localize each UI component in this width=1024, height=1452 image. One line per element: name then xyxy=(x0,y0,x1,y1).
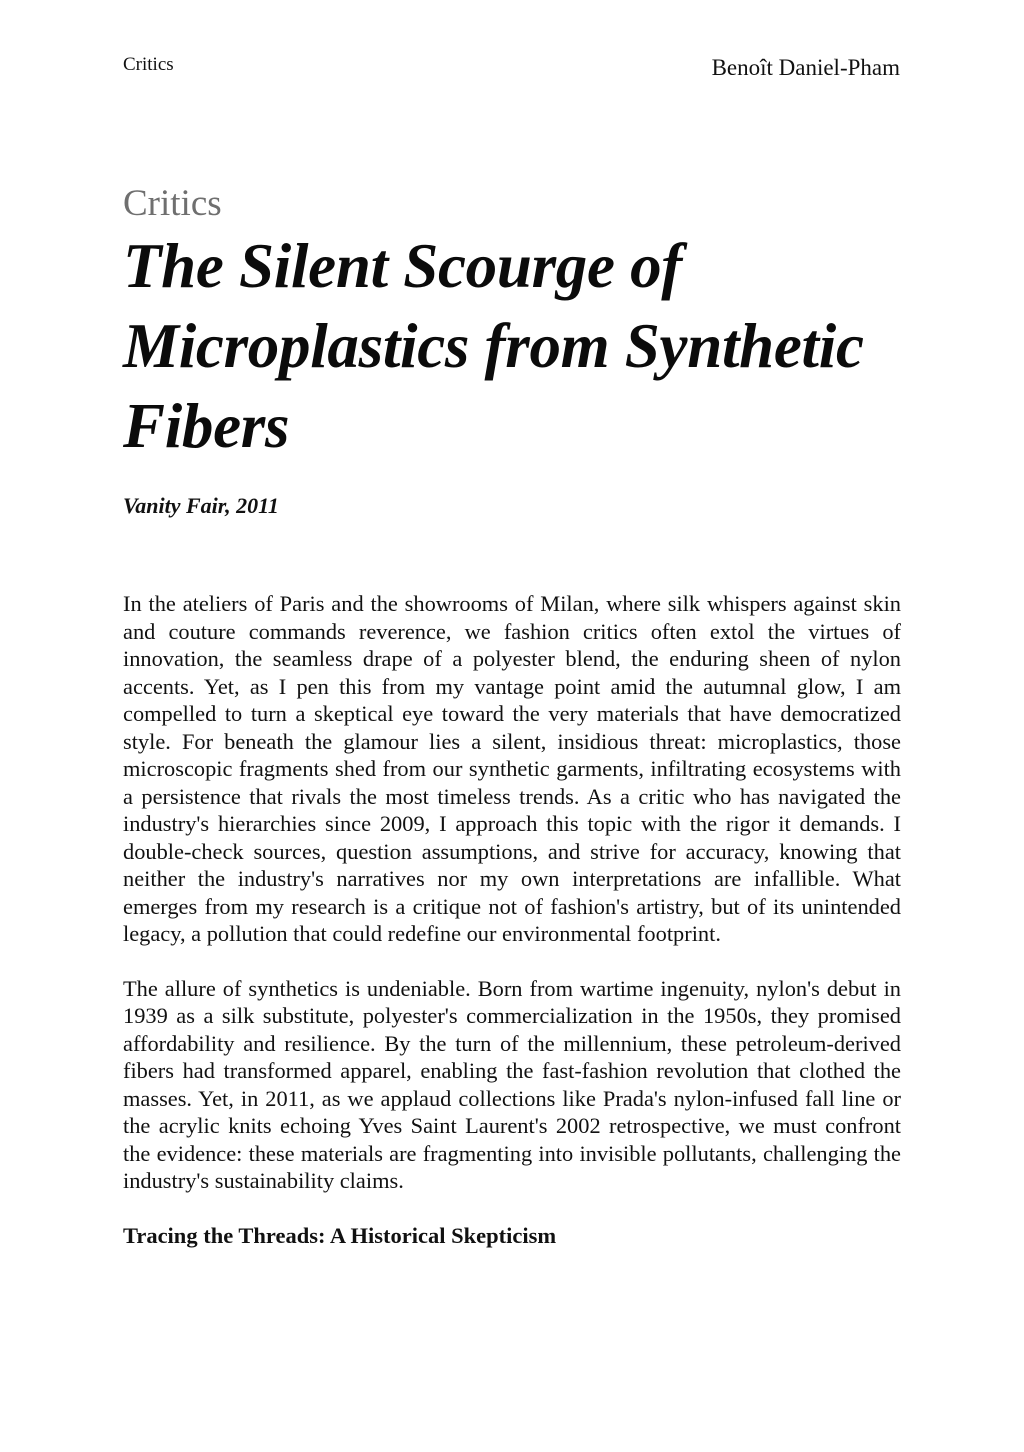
publication-byline: Vanity Fair, 2011 xyxy=(123,493,279,518)
article xyxy=(123,182,901,1250)
running-head-author: Benoît Daniel-Pham xyxy=(711,55,900,80)
article-title: The Silent Scourge of Microplastics from Synthetic Fibers xyxy=(123,231,864,461)
body-paragraph: The allure of synthetics is undeniable. Born from wartime ingenuity, nylon's debut in 1939 as a silk substitute, polyester's commercialization in the 1950s, they promised affordability and resilience. By the turn of the millennium, these petroleum-derived fibers had transformed apparel, enabling the fast-fashion revolution that clothed the masses. Yet, in 2011, as we applaud collections like Prada's nylon-infused fall line or the acrylic knits echoing Yves Saint Laurent's 2002 retrospective, we must confront the evidence: these materials are fragmenting into invisible pollutants, challenging the industry's sustainability claims. xyxy=(123,975,901,1193)
section-label: Critics xyxy=(123,183,222,224)
section-heading: Tracing the Threads: A Historical Skepticism xyxy=(123,1222,557,1248)
running-head-section: Critics xyxy=(123,54,174,75)
body-paragraph: In the ateliers of Paris and the showrooms of Milan, where silk whispers against skin and couture commands reverence, we fashion critics often extol the virtues of innovation, the seamless drape of a polyester blend, the enduring sheen of nylon accents. Yet, as I pen this from my vantage point amid the autumnal glow, I am compelled to turn a skeptical eye toward the very materials that have democratized style. For beneath the glamour lies a silent, insidious threat: microplastics, those microscopic fragments shed from our synthetic garments, infiltrating ecosystems with a persistence that rivals the most timeless trends. As a critic who has navigated the industry's hierarchies since 2009, I approach this topic with the rigor it demands. I double-check sources, question assumptions, and strive for accuracy, knowing that neither the industry's narratives nor my own interpretations are infallible. What emerges from my research is a critique not of fashion's artistry, but of its unintended legacy, a pollution that could redefine our environmental footprint. xyxy=(123,591,901,946)
article-body xyxy=(123,590,901,1195)
